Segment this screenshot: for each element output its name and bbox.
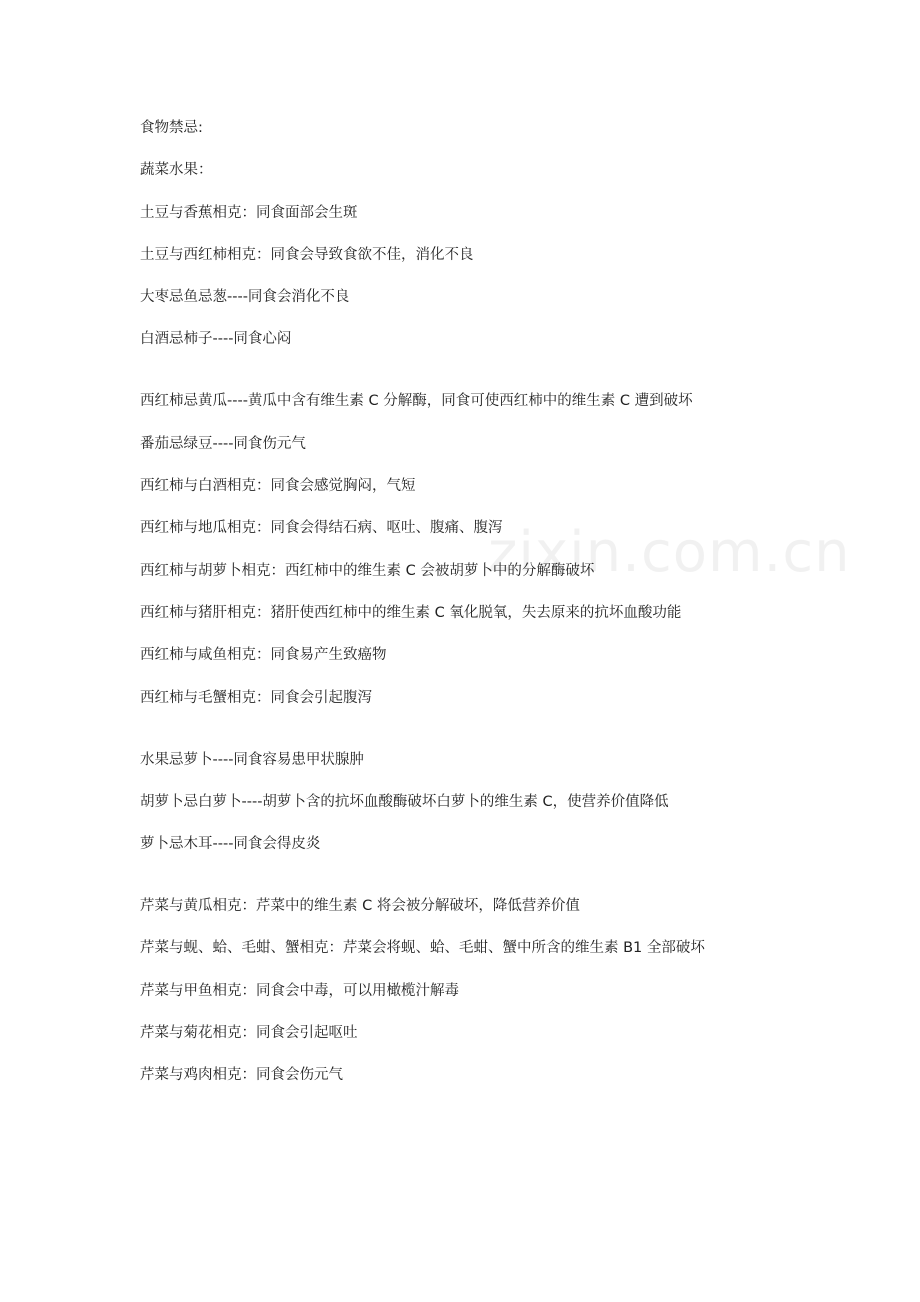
text-line: 西红柿与猪肝相克：猪肝使西红柿中的维生素 C 氧化脱氧，失去原来的抗坏血酸功能	[140, 604, 682, 621]
text-line: 芹菜与菊花相克：同食会引起呕吐	[140, 1025, 358, 1042]
text-line: 大枣忌鱼忌葱----同食会消化不良	[140, 289, 350, 306]
section-heading: 蔬菜水果：	[140, 162, 213, 179]
text-line: 白酒忌柿子----同食心闷	[140, 331, 292, 348]
text-line: 芹菜与甲鱼相克：同食会中毒，可以用橄榄汁解毒	[140, 982, 459, 999]
text-line: 水果忌萝卜----同食容易患甲状腺肿	[140, 751, 364, 768]
text-line: 西红柿与胡萝卜相克：西红柿中的维生素 C 会被胡萝卜中的分解酶破坏	[140, 562, 595, 579]
text-line: 番茄忌绿豆----同食伤元气	[140, 435, 306, 452]
text-line: 西红柿与地瓜相克：同食会得结石病、呕吐、腹痛、腹泻	[140, 520, 503, 537]
text-line: 胡萝卜忌白萝卜----胡萝卜含的抗坏血酸酶破坏白萝卜的维生素 C，使营养价值降低	[140, 793, 669, 810]
text-line: 西红柿与咸鱼相克：同食易产生致癌物	[140, 647, 387, 664]
document-body	[140, 118, 880, 1108]
document-title: 食物禁忌:	[140, 120, 203, 136]
text-line: 土豆与西红柿相克：同食会导致食欲不佳，消化不良	[140, 246, 474, 263]
text-line: 芹菜与鸡肉相克：同食会伤元气	[140, 1067, 343, 1084]
text-line: 西红柿忌黄瓜----黄瓜中含有维生素 C 分解酶，同食可使西红柿中的维生素 C 遭到破坏	[140, 393, 693, 410]
text-line: 西红柿与白酒相克：同食会感觉胸闷，气短	[140, 478, 416, 495]
watermark: zixin.com.cn	[488, 520, 851, 585]
text-line: 芹菜与黄瓜相克：芹菜中的维生素 C 将会被分解破坏，降低营养价值	[140, 898, 580, 915]
text-line: 萝卜忌木耳----同食会得皮炎	[140, 836, 321, 853]
text-line: 土豆与香蕉相克：同食面部会生斑	[140, 204, 358, 221]
text-line: 西红柿与毛蟹相克：同食会引起腹泻	[140, 689, 372, 706]
text-line: 芹菜与蚬、蛤、毛蚶、蟹相克：芹菜会将蚬、蛤、毛蚶、蟹中所含的维生素 B1 全部破坏	[140, 940, 705, 957]
